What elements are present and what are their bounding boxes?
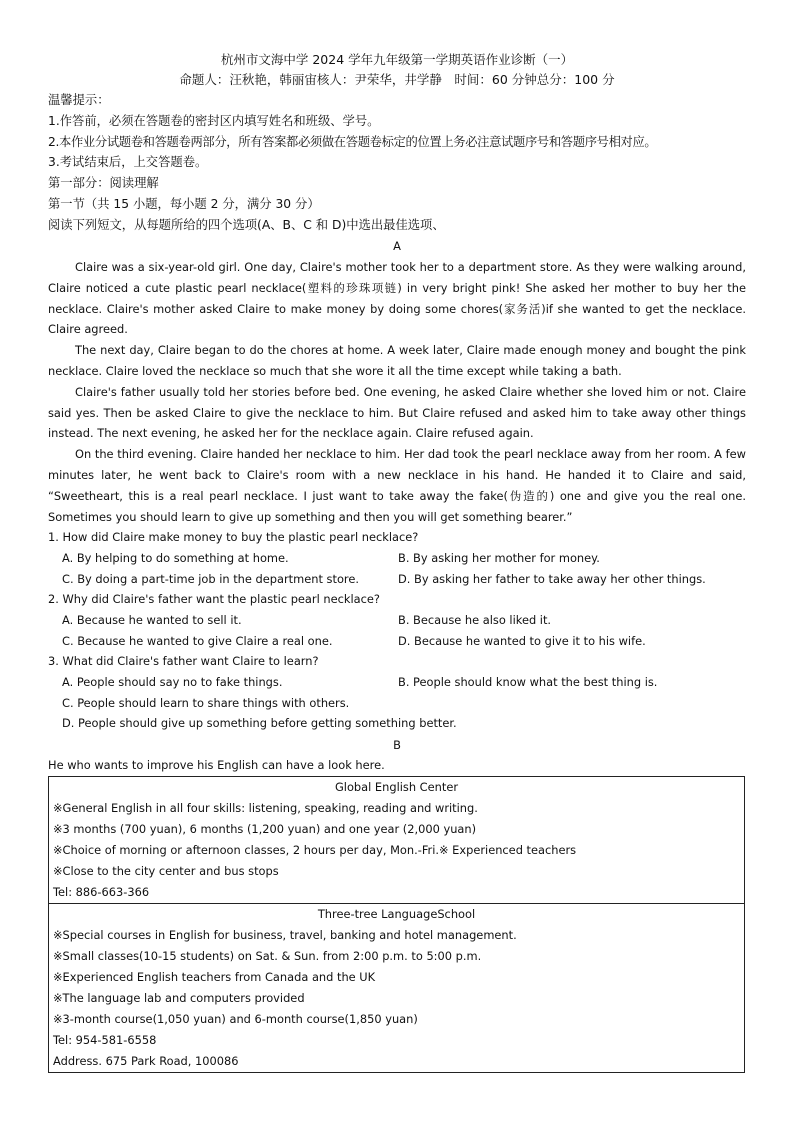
page-subtitle: 命题人：汪秋艳，韩丽宙核人：尹荣华，井学静 时间：60 分钟总分：100 分	[179, 72, 615, 87]
ad-line: ※The language lab and computers provided	[53, 991, 305, 1005]
option-d: D. Because he wanted to give it to his wife.	[398, 633, 646, 648]
ad-line: ※3-month course(1,050 yuan) and 6-month course(1,850 yuan)	[53, 1012, 418, 1026]
option-b: B. Because he also liked it.	[398, 612, 552, 627]
option-c: C. People should learn to share things with others.	[62, 695, 350, 710]
ads-table	[48, 776, 745, 1073]
note-item: 2.本作业分试题卷和答题卷两部分，所有答案都必须做在答题卷标定的位置上务必注意试题序号和答题序号相对应。	[48, 134, 657, 149]
ad-line: ※Small classes(10-15 students) on Sat. & Sun. from 2:00 p.m. to 5:00 p.m.	[53, 949, 482, 963]
ad-line: ※Close to the city center and bus stops	[53, 864, 279, 878]
question-stem: 1. How did Claire make money to buy the plastic pearl necklace?	[48, 530, 419, 544]
instructions	[48, 90, 756, 236]
ad-phone: Tel: 954-581-6558	[53, 1033, 157, 1047]
section-heading: 第一部分：阅读理解	[48, 176, 159, 191]
question-stem: 2. Why did Claire's father want the plastic pearl necklace?	[48, 592, 380, 606]
passage-paragraph: On the third evening. Claire handed her necklace to him. Her dad took the pearl necklace away from her room. A few minutes later, he went back to Claire's room with a new necklace in his hand. He handed it to Claire and said, “Sweetheart, this is a real pearl necklace. I just want to take away the fake(伪造的) one and give you the real one. Sometimes you should learn to give up something and then you will get something bearer.”	[48, 447, 746, 524]
option-b: B. By asking her mother for money.	[398, 550, 600, 565]
ad-title: Global English Center	[334, 780, 459, 794]
passage-b-label: B	[393, 738, 401, 752]
ad-line: ※Choice of morning or afternoon classes, 2 hours per day, Mon.-Fri.※ Experienced teachers	[53, 843, 577, 857]
question-stem: 3. What did Claire's father want Claire to learn?	[48, 654, 319, 668]
passage-a-label: A	[393, 239, 401, 253]
question-3	[48, 651, 746, 734]
subsection-heading: 第一节（共 15 小题，每小题 2 分，满分 30 分）	[48, 196, 320, 211]
ad-line: ※Experienced English teachers from Canada and the UK	[53, 970, 376, 984]
option-d: D. People should give up something before getting something better.	[62, 716, 457, 731]
ad-title: Three-tree LanguageSchool	[317, 907, 476, 921]
question-2	[48, 589, 746, 651]
ad-line: ※General English in all four skills: listening, speaking, reading and writing.	[53, 801, 478, 815]
passage-paragraph: Claire's father usually told her stories before bed. One evening, he asked Claire whether she loved him or not. Claire said yes. Then be asked Claire to give the necklace to him. But Claire refused and asked him to take away other things instead. The next evening, he asked her for the necklace again. Claire refused again.	[48, 384, 746, 441]
note-item: 3.考试结束后，上交答题卷。	[48, 155, 208, 170]
option-a: A. Because he wanted to sell it.	[62, 612, 242, 627]
reading-instruction: 阅读下列短文，从每题所给的四个选项(A、B、C 和 D)中选出最佳选项、	[48, 217, 445, 232]
ad-line: ※3 months (700 yuan), 6 months (1,200 yuan) and one year (2,000 yuan)	[53, 822, 477, 836]
passage-paragraph: Claire was a six-year-old girl. One day, Claire's mother took her to a department store. As they were walking around, Claire noticed a cute plastic pearl necklace(塑料的珍珠项链) in very bright pink! She asked her mother to buy her the necklace. Claire's mother asked Claire to make money by doing some chores(家务活)if she wanted to get the necklace. Claire agreed.	[48, 260, 746, 337]
option-c: C. By doing a part-time job in the department store.	[62, 571, 359, 586]
notes-heading: 温馨提示：	[48, 93, 110, 107]
ad-address: Address. 675 Park Road, 100086	[53, 1054, 239, 1068]
question-1	[48, 527, 746, 589]
ad-three-tree-school	[49, 903, 744, 1072]
passage-paragraph: The next day, Claire began to do the chores at home. A week later, Claire made enough money and bought the pink necklace. Claire loved the necklace so much that she wore it all the time except while taking a bath.	[48, 343, 746, 378]
option-a: A. By helping to do something at home.	[62, 550, 289, 565]
ad-global-english-center	[49, 777, 744, 903]
passage-b-intro: He who wants to improve his English can have a look here.	[48, 758, 385, 772]
ad-line: ※Special courses in English for business, travel, banking and hotel management.	[53, 928, 517, 942]
note-item: 1.作答前，必须在答题卷的密封区内填写姓名和班级、学号。	[48, 113, 380, 128]
passage-a	[48, 257, 746, 527]
option-a: A. People should say no to fake things.	[62, 674, 283, 689]
option-c: C. Because he wanted to give Claire a real one.	[62, 633, 333, 648]
ad-phone: Tel: 886-663-366	[53, 885, 150, 899]
option-b: B. People should know what the best thing is.	[398, 674, 658, 689]
page-title: 杭州市文海中学 2024 学年九年级第一学期英语作业诊断（一）	[220, 52, 574, 67]
option-d: D. By asking her father to take away her other things.	[398, 571, 706, 586]
